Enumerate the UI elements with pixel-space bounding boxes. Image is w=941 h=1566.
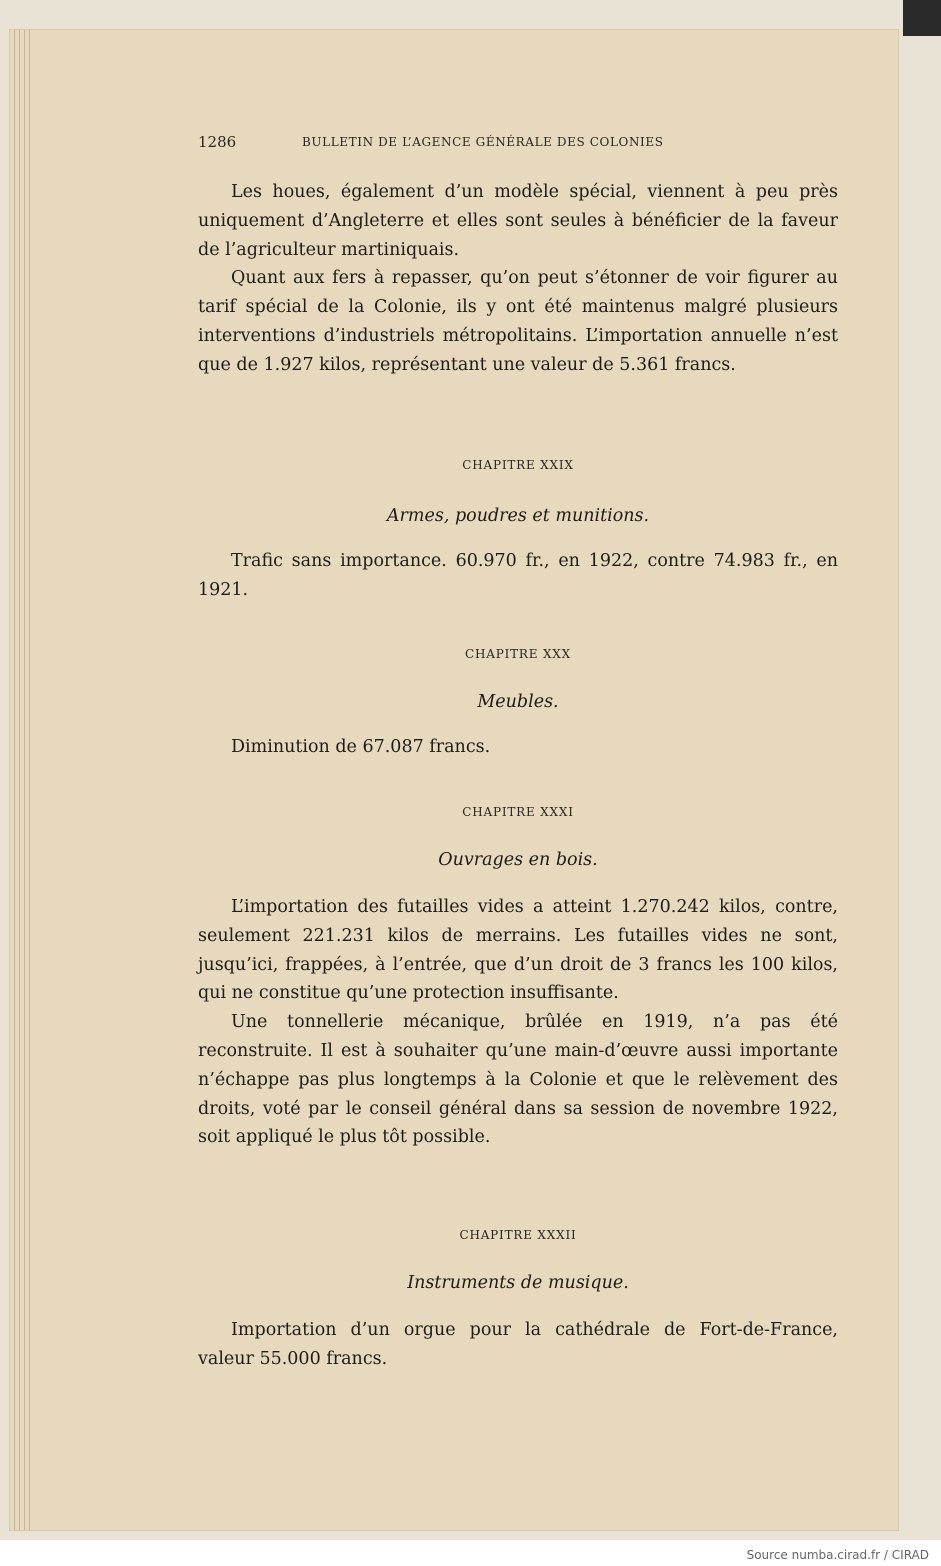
paragraph: Diminution de 67.087 francs.: [231, 737, 491, 757]
paragraph: Quant aux fers à repasser, qu’on peut s’étonner de voir figurer au tarif spécial de la Colonie, ils y ont été maintenus malgré plusieurs interventions d’industriels métropolitains. L’importation annuelle n’est que de 1.927 kilos, représentant une valeur de 5.361 francs.: [198, 268, 838, 375]
paragraph: Une tonnellerie mécanique, brûlée en 1919, n’a pas été reconstruite. Il est à souhaiter qu’une main-d’œuvre aussi importante n’échappe pas plus longtemps à la Colonie et que le relèvement des droits, voté par le conseil général dans sa session de novembre 1922, soit appliqué le plus tôt possible.: [198, 1012, 838, 1148]
running-title: BULLETIN DE L’AGENCE GÉNÉRALE DES COLONIES: [302, 135, 664, 149]
page-edge-line: [24, 30, 25, 1530]
page-edge-line: [19, 30, 20, 1530]
chapter-body: [198, 1316, 838, 1374]
paragraph: L’importation des futailles vides a atteint 1.270.242 kilos, contre, seulement 221.231 kilos de merrains. Les futailles vides ne sont, jusqu’ici, frappées, à l’entrée, que d’un droit de 3 francs les 100 kilos, qui ne constitue qu’une protection insuffisante.: [198, 897, 838, 1004]
chapter-heading: CHAPITRE XXX: [465, 647, 571, 661]
running-header: [198, 133, 838, 153]
chapter-body: [198, 547, 838, 605]
paragraph: Importation d’un orgue pour la cathédrale de Fort-de-France, valeur 55.000 francs.: [198, 1320, 838, 1369]
chapter-heading: CHAPITRE XXXI: [462, 805, 574, 819]
page-number: 1286: [198, 133, 237, 151]
page-edge-line: [14, 30, 15, 1530]
chapter-body: [198, 733, 838, 762]
chapter-title: Meubles.: [477, 692, 559, 712]
chapter-body: [198, 893, 838, 1152]
chapter-title: Instruments de musique.: [407, 1273, 629, 1293]
source-credit: Source numba.cirad.fr / CIRAD: [746, 1548, 929, 1562]
chapter-title: Ouvrages en bois.: [438, 850, 598, 870]
page-edge-line: [29, 30, 30, 1530]
scanner-edge: [903, 0, 941, 36]
paragraph: Trafic sans importance. 60.970 fr., en 1922, contre 74.983 fr., en 1921.: [198, 551, 838, 600]
chapter-heading: CHAPITRE XXIX: [462, 458, 574, 472]
intro-text: [198, 178, 838, 380]
chapter-title: Armes, poudres et munitions.: [386, 506, 650, 526]
paragraph: Les houes, également d’un modèle spécial, viennent à peu près uniquement d’Angleterre et elles sont seules à bénéficier de la faveur de l’agriculteur martiniquais.: [198, 182, 838, 260]
chapter-heading: CHAPITRE XXXII: [459, 1228, 577, 1242]
